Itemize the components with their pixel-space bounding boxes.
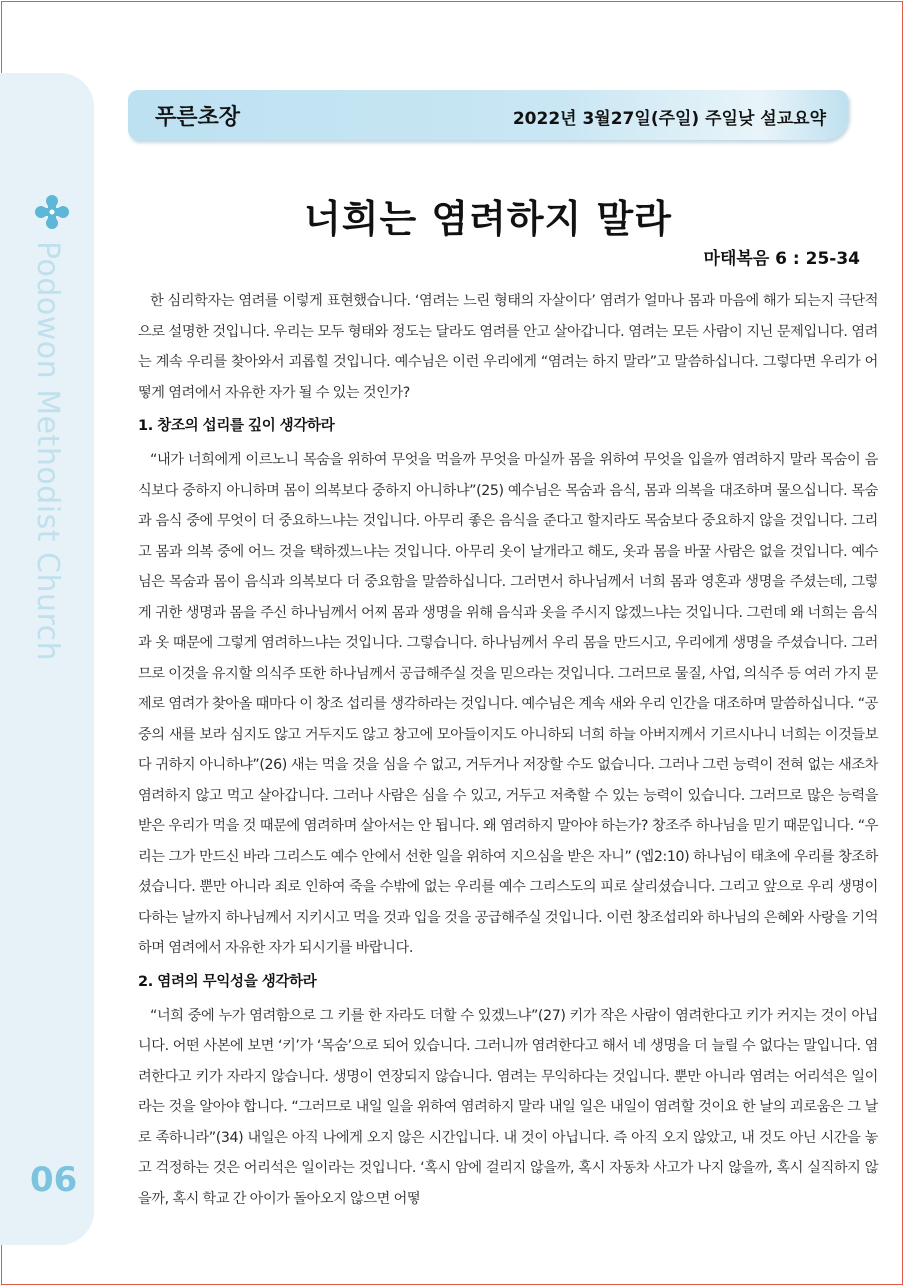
page-number: 06	[30, 1160, 78, 1200]
date-label: 2022년 3월27일(주일) 주일낮 설교요약	[512, 109, 826, 129]
section-title: 푸른초장	[155, 105, 241, 130]
intro-paragraph: 한 심리학자는 염려를 이렇게 표현했습니다. ‘염려는 느린 형태의 자살이다’ 염려가 얼마나 몸과 마음에 해가 되는지 극단적으로 설명한 것입니다. 우리는 모두 형태와 정도는 달라도 염려를 안고 살아갑니다. 염려는 모든 사람이 지닌 문제입니다. 염려는 계속 우리를 찾아와서 괴롭힐 것입니다. 예수님은 이런 우리에게 “염려는 하지 말라”고 말씀하십니다. 그렇다면 우리가 어떻게 염려에서 자유한 자가 될 수 있는 것인가?	[138, 293, 878, 401]
sidebar	[0, 73, 94, 1245]
scripture-reference: 마태복음 6 : 25-34	[703, 249, 860, 269]
section-paragraph-2: “너희 중에 누가 염려함으로 그 키를 한 자라도 더할 수 있겠느냐”(27) 키가 작은 사람이 염려한다고 키가 커지는 것이 아닙니다. 어떤 사본에 보면 ‘키’가 ‘목숨’으로 되어 있습니다. 그러니까 염려한다고 해서 네 생명을 더 늘릴 수 없다는 말입니다. 염려한다고 키가 자라지 않습니다. 생명이 연장되지 않습니다. 염려는 무익하다는 것입니다. 뿐만 아니라 염려는 어리석은 일이라는 것을 알아야 합니다. “그러므로 내일 일을 위하여 염려하지 말라 내일 일은 내일이 염려할 것이요 한 날의 괴로움은 그 날로 족하니라”(34) 내일은 아직 나에게 오지 않은 시간입니다. 내 것이 아닙니다. 즉 아직 오지 않았고, 내 것도 아닌 시간을 놓고 걱정하는 것은 어리석은 일이라는 것입니다. ‘혹시 암에 걸리지 않을까, 혹시 자동차 사고가 나지 않을까, 혹시 실직하지 않을까, 혹시 학교 간 아이가 돌아오지 않으면 어떻	[138, 1007, 878, 1207]
header-banner	[128, 90, 848, 140]
section-paragraph-1: “내가 너희에게 이르노니 목숨을 위하여 무엇을 먹을까 무엇을 마실까 몸을 위하여 무엇을 입을까 염려하지 말라 목숨이 음식보다 중하지 아니하며 몸이 의복보다 중하지 아니하냐”(25) 예수님은 목숨과 음식, 몸과 의복을 대조하며 물으십니다. 목숨과 음식 중에 무엇이 더 중요하느냐는 것입니다. 아무리 좋은 음식을 준다고 할지라도 목숨보다 중요하지 않을 것입니다. 그리고 몸과 의복 중에 어느 것을 택하겠느냐는 것입니다. 아무리 옷이 날개라고 해도, 옷과 몸을 바꿀 사람은 없을 것입니다. 예수님은 목숨과 몸이 음식과 의복보다 더 중요함을 말씀하십니다. 그러면서 하나님께서 너희 몸과 영혼과 생명을 주셨는데, 그렇게 귀한 생명과 몸을 주신 하나님께서 어찌 몸과 생명을 위해 음식과 옷을 주시지 않겠느냐는 것입니다. 그런데 왜 너희는 음식과 옷 때문에 그렇게 염려하느냐는 것입니다. 그렇습니다. 하나님께서 우리 몸을 만드시고, 우리에게 생명을 주셨습니다. 그러므로 이것을 유지할 의식주 또한 하나님께서 공급해주실 것을 믿으라는 것입니다. 그러므로 물질, 사업, 의식주 등 여러 가지 문제로 염려가 찾아올 때마다 이 창조 섭리를 생각하라는 것입니다. 예수님은 계속 새와 우리 인간을 대조하며 말씀하십니다. “공중의 새를 보라 심지도 않고 거두지도 않고 창고에 모아들이지도 아니하되 너희 하늘 아버지께서 기르시나니 너희는 이것들보다 귀하지 아니하냐”(26) 새는 먹을 것을 심을 수 없고, 거두거나 저장할 수도 없습니다. 그러나 그런 능력이 전혀 없는 새조차 염려하지 않고 먹고 살아갑니다. 그러나 사람은 심을 수 있고, 거두고 저축할 수 있는 능력이 있습니다. 그러므로 많은 능력을 받은 우리가 먹을 것 때문에 염려하며 살아서는 안 됩니다. 왜 염려하지 말아야 하는가? 창조주 하나님을 믿기 때문입니다. “우리는 그가 만드신 바라 그리스도 예수 안에서 선한 일을 위하여 지으심을 받은 자니” (엡2:10) 하나님이 태초에 우리를 창조하셨습니다. 뿐만 아니라 죄로 인하여 죽을 수밖에 없는 우리를 예수 그리스도의 피로 살리셨습니다. 그리고 앞으로 우리 생명이 다하는 날까지 하나님께서 지키시고 먹을 것과 입을 것을 공급해주실 것입니다. 이런 창조섭리와 하나님의 은혜와 사랑을 기억하며 염려에서 자유한 자가 되시기를 바랍니다.	[138, 452, 878, 956]
section-heading-2: 2. 염려의 무익성을 생각하라	[138, 973, 317, 990]
church-name: Podowon Methodist Church	[30, 241, 65, 662]
cross-flower-icon	[33, 193, 71, 231]
sermon-title: 너희는 염려하지 말라	[304, 196, 672, 241]
section-heading-1: 1. 창조의 섭리를 깊이 생각하라	[138, 418, 335, 434]
sermon-body	[138, 286, 878, 1214]
